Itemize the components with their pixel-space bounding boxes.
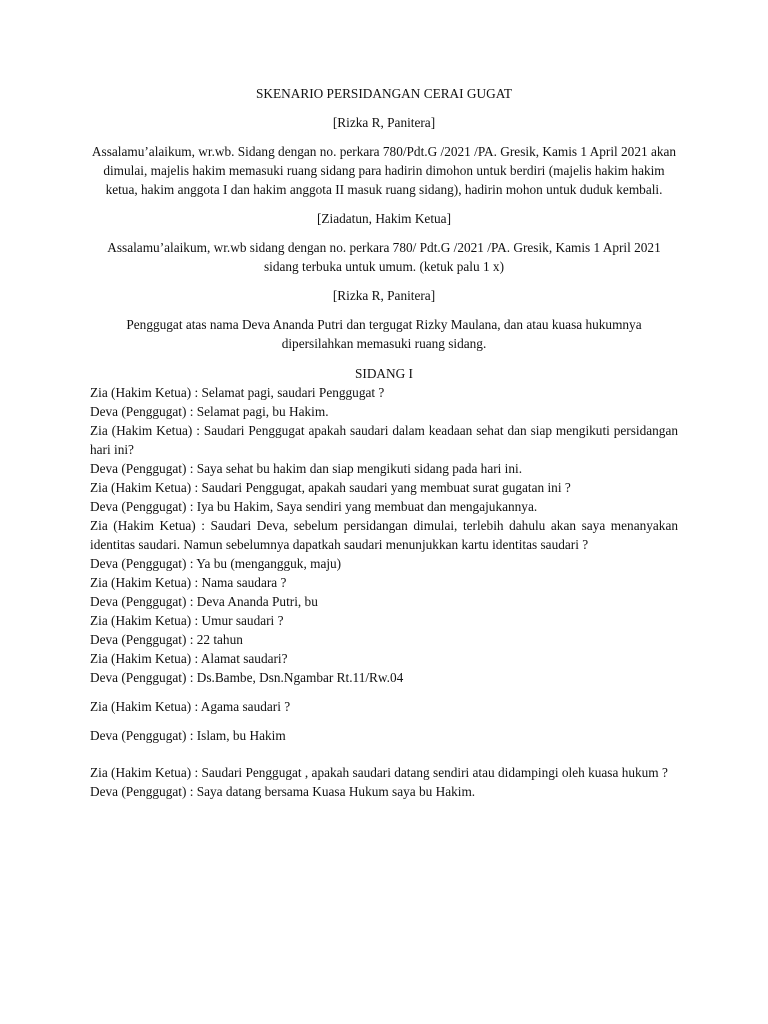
dialogue-line: Deva (Penggugat) : Ya bu (mengangguk, maju) xyxy=(90,556,342,571)
dialogue-line: Deva (Penggugat) : 22 tahun xyxy=(90,632,243,647)
dialogue-line: Deva (Penggugat) : Ds.Bambe, Dsn.Ngambar Rt.11/Rw.04 xyxy=(90,670,404,685)
document-page xyxy=(90,85,678,801)
dialogue-line: Zia (Hakim Ketua) : Nama saudara ? xyxy=(90,575,287,590)
dialogue-line: Deva (Penggugat) : Saya datang bersama Kuasa Hukum saya bu Hakim. xyxy=(90,784,476,799)
dialogue-line: Zia (Hakim Ketua) : Saudari Penggugat , apakah saudari datang sendiri atau didampingi oleh kuasa hukum ? xyxy=(90,765,668,780)
dialogue-line: Deva (Penggugat) : Iya bu Hakim, Saya sendiri yang membuat dan mengajukannya. xyxy=(90,499,538,514)
dialogue-line: Deva (Penggugat) : Deva Ananda Putri, bu xyxy=(90,594,318,609)
speaker-tag: [Ziadatun, Hakim Ketua] xyxy=(316,211,452,226)
document-title: SKENARIO PERSIDANGAN CERAI GUGAT xyxy=(256,86,512,101)
dialogue-line: Zia (Hakim Ketua) : Umur saudari ? xyxy=(90,613,284,628)
dialogue-line: Zia (Hakim Ketua) : Agama saudari ? xyxy=(90,699,291,714)
dialogue-line: Deva (Penggugat) : Islam, bu Hakim xyxy=(90,728,286,743)
dialogue-line: Zia (Hakim Ketua) : Selamat pagi, saudari Penggugat ? xyxy=(90,385,385,400)
session-heading: SIDANG I xyxy=(355,366,413,381)
opening-paragraph: Penggugat atas nama Deva Ananda Putri dan tergugat Rizky Maulana, dan atau kuasa hukumnya dipersilahkan memasuki ruang sidang. xyxy=(126,317,642,351)
opening-paragraph: Assalamu’alaikum, wr.wb sidang dengan no. perkara 780/ Pdt.G /2021 /PA. Gresik, Kamis 1 April 2021 sidang terbuka untuk umum. (ketuk palu 1 x) xyxy=(107,240,661,274)
dialogue-line: Zia (Hakim Ketua) : Saudari Penggugat, apakah saudari yang membuat surat gugatan ini ? xyxy=(90,480,571,495)
speaker-tag: [Rizka R, Panitera] xyxy=(332,115,436,130)
dialogue-line: Deva (Penggugat) : Saya sehat bu hakim dan siap mengikuti sidang pada hari ini. xyxy=(90,461,523,476)
speaker-tag: [Rizka R, Panitera] xyxy=(332,288,436,303)
dialogue-line: Zia (Hakim Ketua) : Saudari Penggugat apakah saudari dalam keadaan sehat dan siap mengikuti persidangan hari ini? xyxy=(90,423,678,457)
dialogue-line: Deva (Penggugat) : Selamat pagi, bu Hakim. xyxy=(90,404,329,419)
opening-paragraph: Assalamu’alaikum, wr.wb. Sidang dengan no. perkara 780/Pdt.G /2021 /PA. Gresik, Kamis 1 April 2021 akan dimulai, majelis hakim memasuki ruang sidang para hadirin dimohon untuk berdiri (majelis hakim hakim ketua, hakim anggota I dan hakim anggota II masuk ruang sidang), hadirin mohon untuk duduk kembali. xyxy=(91,144,677,197)
dialogue-line: Zia (Hakim Ketua) : Alamat saudari? xyxy=(90,651,288,666)
dialogue-line: Zia (Hakim Ketua) : Saudari Deva, sebelum persidangan dimulai, terlebih dahulu akan saya menanyakan identitas saudari. Namun sebelumnya dapatkah saudari menunjukkan kartu identitas saudari ? xyxy=(90,518,678,552)
